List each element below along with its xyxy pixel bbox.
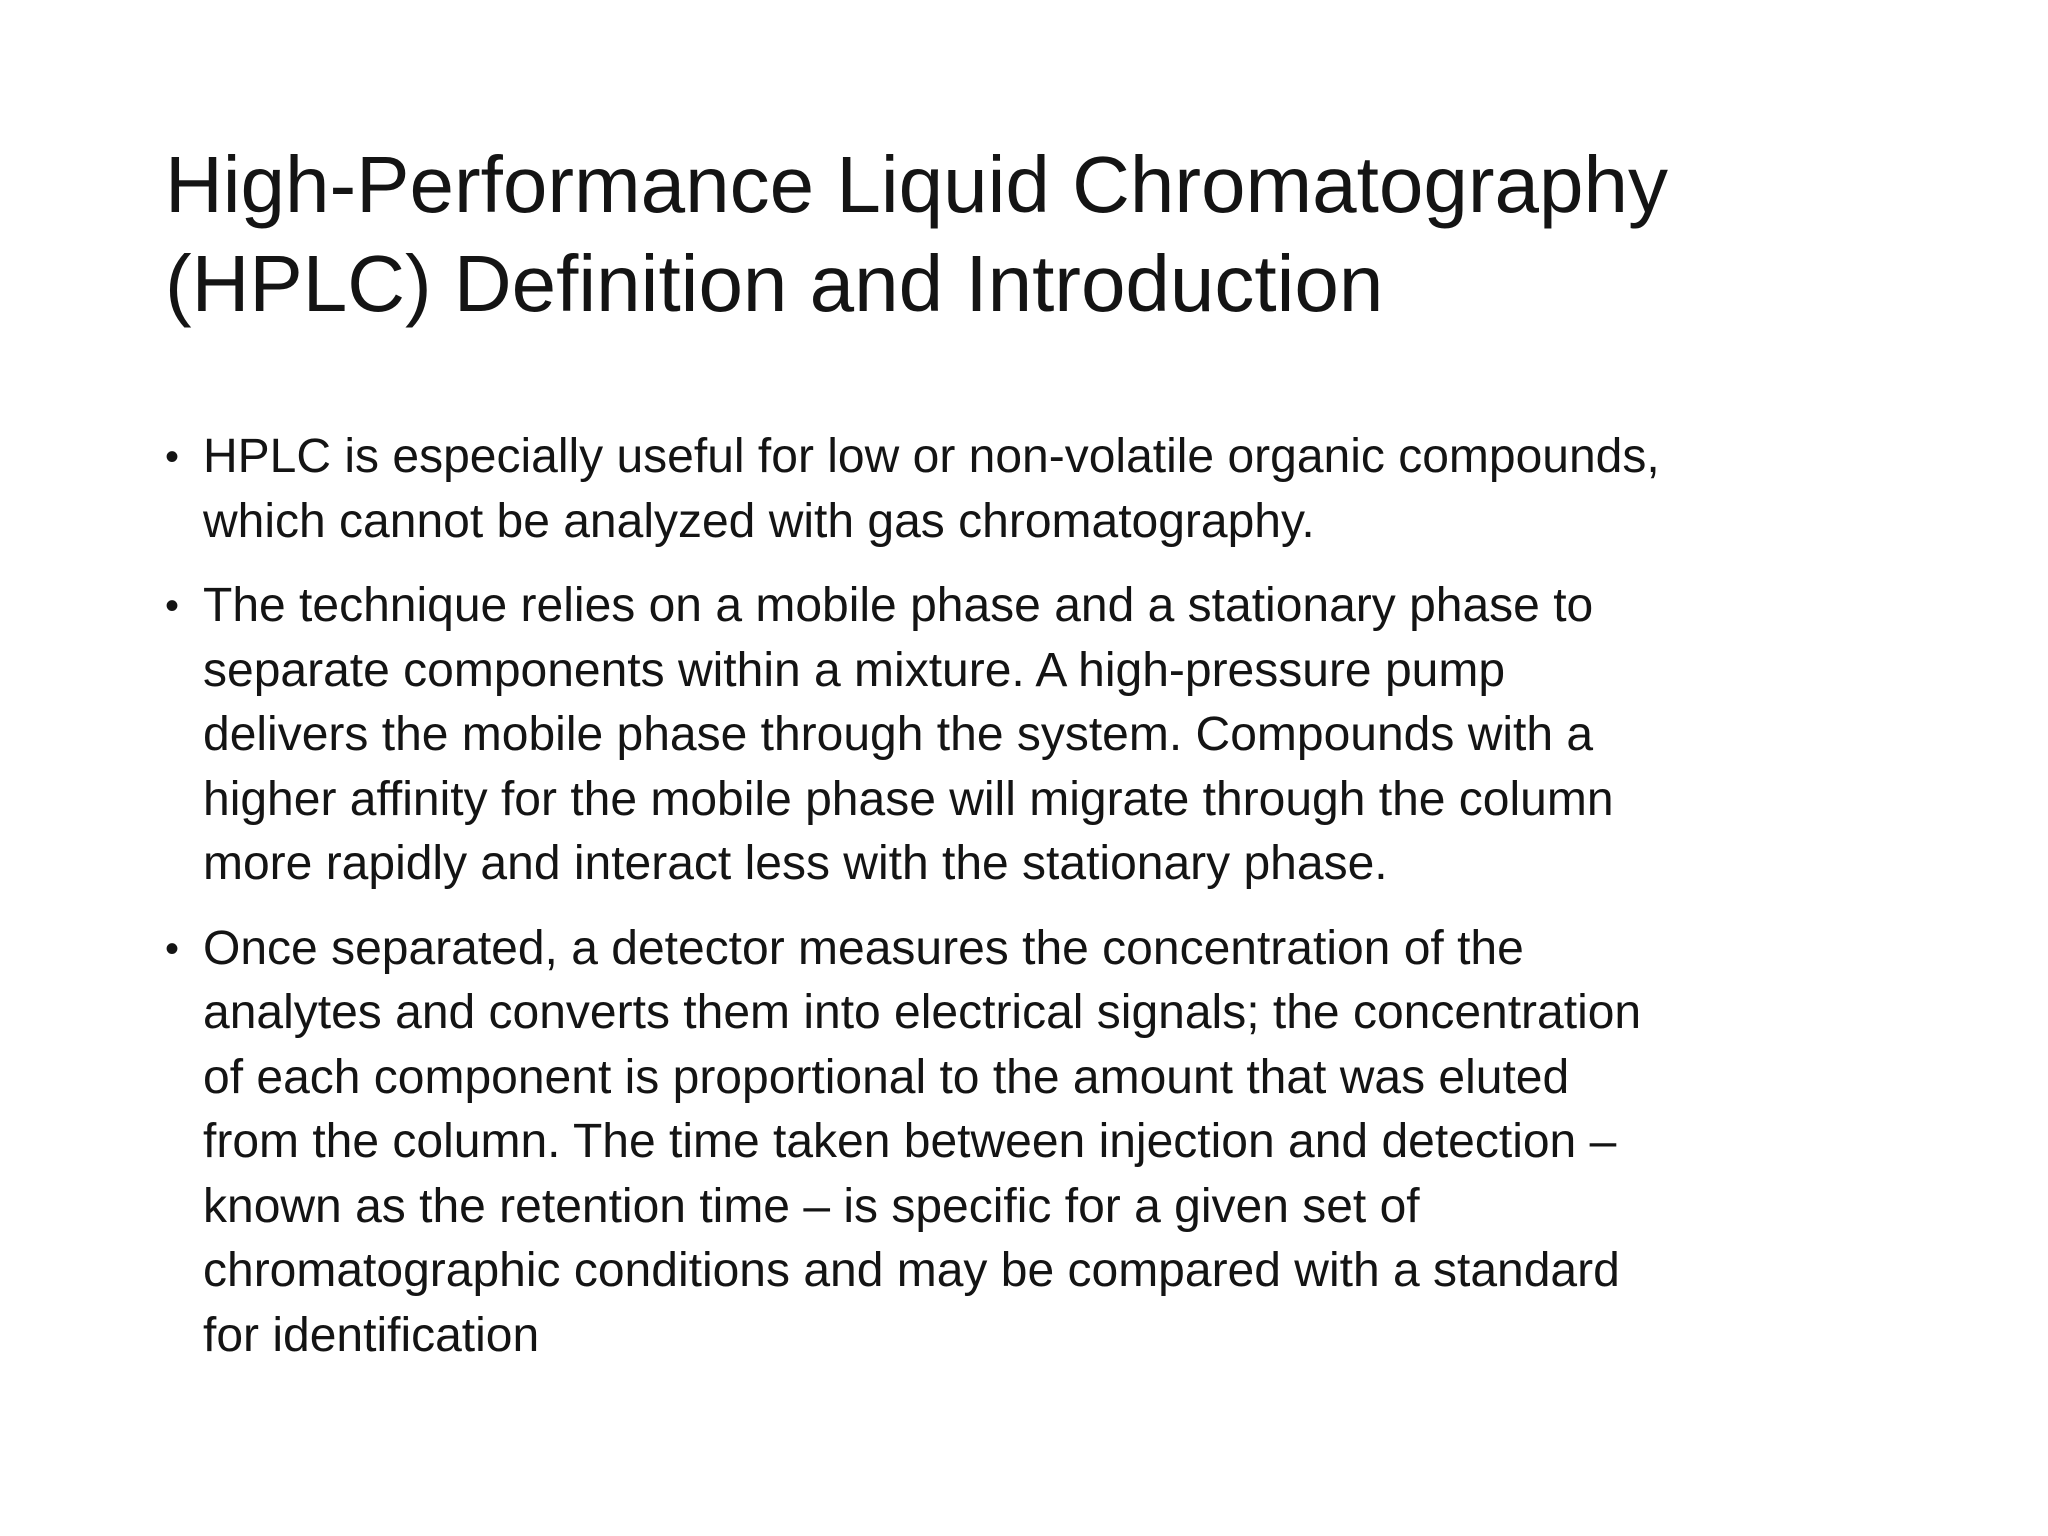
slide-title (165, 135, 1925, 333)
title-line-2: (HPLC) Definition and Introduction (165, 239, 1384, 328)
bullet-line: which cannot be analyzed with gas chromatography. (203, 494, 1315, 548)
bullet-item-detection (165, 917, 1890, 1369)
bullet-icon: • (165, 584, 180, 628)
bullet-line: more rapidly and interact less with the stationary phase. (203, 837, 1388, 890)
bullet-line: separate components within a mixture. A high-pressure pump (203, 643, 1506, 697)
bullet-line: chromatographic conditions and may be compared with a standard (203, 1244, 1620, 1297)
bullet-line: higher affinity for the mobile phase will migrate through the column (203, 772, 1614, 826)
bullet-line: from the column. The time taken between injection and detection – (203, 1115, 1617, 1168)
bullet-item-technique (165, 574, 1890, 897)
bullet-line: delivers the mobile phase through the system. Compounds with a (203, 708, 1594, 761)
bullet-line: for identification (203, 1308, 540, 1362)
bullet-line: of each component is proportional to the amount that was eluted (203, 1050, 1570, 1104)
bullet-line: The technique relies on a mobile phase and a stationary phase to (203, 579, 1594, 632)
bullet-line: analytes and converts them into electrical signals; the concentration (203, 986, 1642, 1039)
title-line-1: High-Performance Liquid Chromatography (165, 140, 1668, 229)
bullet-icon: • (165, 926, 180, 971)
bullet-list (165, 425, 1890, 1388)
bullet-line: Once separated, a detector measures the concentration of the (203, 921, 1524, 975)
bullet-item-hplc-usefulness (165, 425, 1890, 554)
bullet-line: HPLC is especially useful for low or non-volatile organic compounds, (203, 430, 1660, 483)
bullet-icon: • (165, 435, 180, 479)
bullet-line: known as the retention time – is specific for a given set of (203, 1179, 1420, 1233)
